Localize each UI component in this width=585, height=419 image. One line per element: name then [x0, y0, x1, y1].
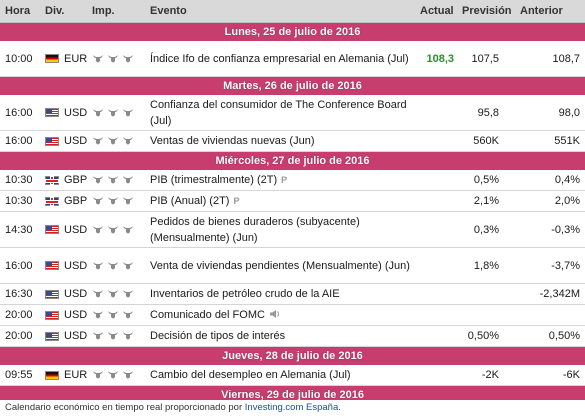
event-name-cell[interactable] [150, 41, 412, 76]
event-actual [412, 191, 454, 211]
flag-icon [45, 54, 59, 63]
event-row[interactable] [0, 170, 585, 191]
event-name[interactable]: Comunicado del FOMC [150, 309, 265, 321]
event-actual [412, 95, 454, 130]
event-name-cell[interactable] [150, 95, 412, 130]
bull-icon [122, 331, 134, 341]
event-time: 09:55 [5, 369, 33, 381]
event-forecast: 95,8 [477, 106, 499, 119]
col-hora[interactable]: Hora [5, 5, 31, 17]
bull-icon [92, 54, 104, 64]
bull-icon [122, 289, 134, 299]
flag-icon [45, 332, 59, 341]
event-time: 20:00 [5, 309, 33, 321]
event-currency: GBP [64, 195, 88, 207]
bull-icon [122, 261, 134, 271]
event-name[interactable]: Confianza del consumidor de The Conference Board (Jul) [150, 98, 407, 127]
event-row[interactable] [0, 248, 585, 284]
importance [92, 41, 144, 76]
event-currency: USD [64, 309, 88, 321]
event-name-cell[interactable] [150, 191, 412, 211]
investing-link[interactable]: Investing.com España [244, 402, 339, 413]
bull-icon [92, 289, 104, 299]
bull-icon [107, 370, 119, 380]
bull-icon [107, 289, 119, 299]
event-forecast: 2,1% [473, 195, 499, 207]
event-forecast: 0,50% [467, 330, 499, 342]
bull-icon [122, 225, 134, 235]
flag-icon [45, 225, 59, 234]
event-row[interactable] [0, 284, 585, 305]
event-time: 16:00 [5, 135, 33, 147]
day-header: Jueves, 28 de julio de 2016 [0, 347, 585, 365]
table-header [0, 0, 585, 23]
col-imp[interactable]: Imp. [92, 5, 115, 17]
event-previous: 2,0% [554, 195, 580, 207]
event-time: 16:30 [5, 288, 33, 300]
event-name[interactable]: Cambio del desempleo en Alemania (Jul) [150, 369, 351, 381]
event-previous: 108,7 [552, 52, 580, 65]
event-previous: -0,3% [551, 223, 580, 236]
event-forecast [454, 305, 499, 325]
event-forecast: 107,5 [471, 52, 499, 65]
day-header: Lunes, 25 de julio de 2016 [0, 23, 585, 41]
event-name[interactable]: PIB (Anual) (2T) [150, 195, 230, 207]
event-name[interactable]: Ventas de viviendas nuevas (Jun) [150, 135, 315, 147]
flag-icon [45, 137, 59, 146]
event-previous: 551K [554, 135, 580, 147]
bull-icon [122, 108, 134, 118]
importance [92, 284, 144, 304]
event-row[interactable] [0, 131, 585, 152]
bull-icon [92, 331, 104, 341]
bull-icon [107, 196, 119, 206]
event-row[interactable] [0, 212, 585, 248]
event-forecast: -2K [481, 369, 499, 381]
bull-icon [107, 331, 119, 341]
event-name-cell[interactable] [150, 131, 412, 151]
event-forecast: 0,5% [473, 174, 499, 186]
flag-icon [45, 197, 59, 206]
event-actual [412, 305, 454, 325]
bull-icon [92, 108, 104, 118]
flag-icon [45, 311, 59, 320]
event-time: 10:30 [5, 174, 33, 186]
event-row[interactable] [0, 326, 585, 347]
importance [92, 170, 144, 190]
bull-icon [122, 175, 134, 185]
event-currency: EUR [64, 369, 88, 381]
event-forecast: 0,3% [473, 223, 499, 236]
footer [5, 402, 341, 413]
event-currency: USD [64, 259, 88, 272]
event-previous: 0,4% [554, 174, 580, 186]
event-row[interactable] [0, 95, 585, 131]
event-actual [412, 170, 454, 190]
event-previous [500, 305, 580, 325]
event-time: 14:30 [5, 223, 33, 236]
event-name-cell[interactable] [150, 326, 412, 346]
event-previous: -2,342M [539, 288, 580, 300]
importance [92, 326, 144, 346]
day-header: Miércoles, 27 de julio de 2016 [0, 152, 585, 170]
flag-icon [45, 108, 59, 117]
bull-icon [107, 261, 119, 271]
importance [92, 212, 144, 247]
col-div[interactable]: Div. [45, 5, 65, 17]
event-currency: EUR [64, 52, 88, 65]
flag-icon [45, 176, 59, 185]
event-row[interactable] [0, 365, 585, 386]
event-currency: USD [64, 223, 88, 236]
event-name-cell[interactable] [150, 365, 412, 385]
event-actual [412, 248, 454, 283]
flag-icon [45, 290, 59, 299]
bull-icon [92, 370, 104, 380]
bull-icon [92, 310, 104, 320]
event-name[interactable]: Pedidos de bienes duraderos (subyacente) (Mensualmente) (Jun) [150, 215, 360, 244]
importance [92, 95, 144, 130]
event-time: 10:30 [5, 195, 33, 207]
bull-icon [122, 136, 134, 146]
event-currency: USD [64, 135, 88, 147]
event-forecast: 560K [473, 135, 499, 147]
event-row[interactable] [0, 305, 585, 326]
bull-icon [107, 136, 119, 146]
bull-icon [122, 196, 134, 206]
event-time: 20:00 [5, 330, 33, 342]
event-actual [412, 326, 454, 346]
event-currency: GBP [64, 174, 88, 186]
speaker-icon [270, 310, 280, 318]
bull-icon [107, 108, 119, 118]
event-name[interactable]: Decisión de tipos de interés [150, 330, 286, 342]
event-time: 16:00 [5, 259, 33, 272]
day-header: Viernes, 29 de julio de 2016 [0, 386, 585, 400]
event-row[interactable] [0, 41, 585, 77]
event-previous: -3,7% [551, 259, 580, 272]
event-actual: 108,3 [426, 52, 454, 65]
bull-icon [92, 196, 104, 206]
footer-end: . [338, 402, 341, 413]
bull-icon [92, 136, 104, 146]
event-currency: USD [64, 288, 88, 300]
bull-icon [107, 225, 119, 235]
importance [92, 365, 144, 385]
day-header: Martes, 26 de julio de 2016 [0, 77, 585, 95]
event-name[interactable]: PIB (trimestralmente) (2T) [150, 174, 278, 186]
event-name[interactable]: Venta de viviendas pendientes (Mensualmente) (Jun) [150, 259, 410, 272]
event-forecast [454, 284, 499, 304]
bull-icon [107, 310, 119, 320]
event-forecast: 1,8% [473, 259, 499, 272]
bull-icon [107, 54, 119, 64]
bull-icon [92, 261, 104, 271]
col-evento[interactable]: Evento [150, 5, 187, 17]
event-name-cell[interactable] [150, 305, 412, 325]
event-name-cell[interactable] [150, 212, 412, 247]
event-actual [412, 131, 454, 151]
preliminary-tag: P [233, 196, 240, 206]
importance [92, 131, 144, 151]
event-name-cell[interactable] [150, 284, 412, 304]
event-actual [412, 365, 454, 385]
bull-icon [122, 54, 134, 64]
importance [92, 248, 144, 283]
footer-text: Calendario económico en tiempo real proporcionado por [5, 402, 245, 413]
event-time: 10:00 [5, 52, 33, 65]
bull-icon [107, 175, 119, 185]
flag-icon [45, 371, 59, 380]
preliminary-tag: P [281, 175, 288, 185]
col-prevision[interactable]: Previsión [462, 5, 512, 17]
bull-icon [92, 175, 104, 185]
event-name-cell[interactable] [150, 248, 412, 283]
event-previous: 0,50% [548, 330, 580, 342]
flag-icon [45, 261, 59, 270]
event-actual [412, 212, 454, 247]
event-row[interactable] [0, 191, 585, 212]
event-name-cell[interactable] [150, 170, 412, 190]
event-time: 16:00 [5, 106, 33, 119]
event-previous: 98,0 [558, 106, 580, 119]
bull-icon [122, 370, 134, 380]
col-actual[interactable]: Actual [420, 5, 454, 17]
importance [92, 191, 144, 211]
event-previous: -6K [562, 369, 580, 381]
event-actual [412, 284, 454, 304]
importance [92, 305, 144, 325]
bull-icon [92, 225, 104, 235]
col-anterior[interactable]: Anterior [520, 5, 563, 17]
bull-icon [122, 310, 134, 320]
event-currency: USD [64, 106, 88, 119]
event-currency: USD [64, 330, 88, 342]
event-name[interactable]: Inventarios de petróleo crudo de la AIE [150, 288, 340, 300]
event-name[interactable]: Índice Ifo de confianza empresarial en Alemania (Jul) [150, 52, 409, 65]
